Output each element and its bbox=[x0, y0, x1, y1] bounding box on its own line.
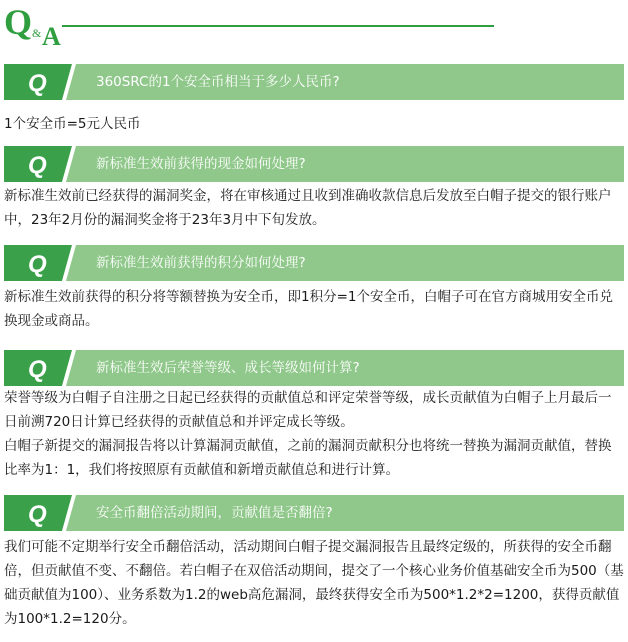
q-icon bbox=[4, 350, 78, 386]
answer-block bbox=[4, 535, 624, 631]
svg-text:Q: Q bbox=[28, 501, 47, 528]
question-text: 安全币翻倍活动期间，贡献值是否翻倍? bbox=[96, 505, 333, 521]
answer-paragraph: 新标准生效前已经获得的漏洞奖金，将在审核通过且收到准确收款信息后发放至白帽子提交的银行账户中，23年2月份的漏洞奖金将于23年3月中下旬发放。 bbox=[4, 188, 612, 228]
question-text: 新标准生效前获得的积分如何处理? bbox=[96, 255, 306, 271]
qa-logo-q: Q bbox=[4, 2, 33, 42]
header-divider bbox=[62, 25, 494, 27]
question-text: 新标准生效后荣誉等级、成长等级如何计算? bbox=[96, 360, 360, 376]
svg-text:Q: Q bbox=[28, 152, 47, 179]
question-text: 360SRC的1个安全币相当于多少人民币? bbox=[96, 74, 340, 90]
answer-block bbox=[4, 184, 624, 232]
svg-text:Q: Q bbox=[28, 251, 47, 278]
q-icon bbox=[4, 64, 78, 100]
q-icon bbox=[4, 146, 78, 182]
question-bar bbox=[4, 350, 624, 386]
question-bar bbox=[4, 64, 624, 100]
answer-block bbox=[4, 386, 624, 482]
answer-block bbox=[4, 285, 624, 333]
question-bar bbox=[4, 245, 624, 281]
question-text: 新标准生效前获得的现金如何处理? bbox=[96, 156, 306, 172]
qa-logo-amp: & bbox=[32, 26, 42, 40]
answer-paragraph: 新标准生效前获得的积分将等额替换为安全币，即1积分=1个安全币，白帽子可在官方商城用安全币兑换现金或商品。 bbox=[4, 289, 613, 329]
qa-header bbox=[0, 0, 628, 56]
q-icon bbox=[4, 245, 78, 281]
answer-block bbox=[4, 112, 624, 136]
answer-paragraph: 我们可能不定期举行安全币翻倍活动，活动期间白帽子提交漏洞报告且最终定级的，所获得的安全币翻倍，但贡献值不变、不翻倍。若白帽子在双倍活动期间，提交了一个核心业务价值基础安全币为500（基础贡献值为100）、业务系数为1.2的web高危漏洞，最终获得安全币为500*1.2*2=1200，获得贡献值为100*1.2=120分。 bbox=[4, 539, 624, 627]
answer-paragraph: 荣誉等级为白帽子自注册之日起已经获得的贡献值总和评定荣誉等级，成长贡献值为白帽子上月最后一日前溯720日计算已经获得的贡献值总和并评定成长等级。 bbox=[4, 390, 612, 430]
question-bar bbox=[4, 146, 624, 182]
q-icon bbox=[4, 495, 78, 531]
question-bar bbox=[4, 495, 624, 531]
svg-text:Q: Q bbox=[28, 356, 47, 383]
qa-logo-a: A bbox=[42, 22, 61, 51]
answer-paragraph: 白帽子新提交的漏洞报告将以计算漏洞贡献值，之前的漏洞贡献积分也将统一替换为漏洞贡献值，替换比率为1：1，我们将按照原有贡献值和新增贡献值总和进行计算。 bbox=[4, 438, 612, 478]
answer-paragraph: 1个安全币=5元人民币 bbox=[4, 116, 141, 132]
svg-text:Q: Q bbox=[28, 70, 47, 97]
